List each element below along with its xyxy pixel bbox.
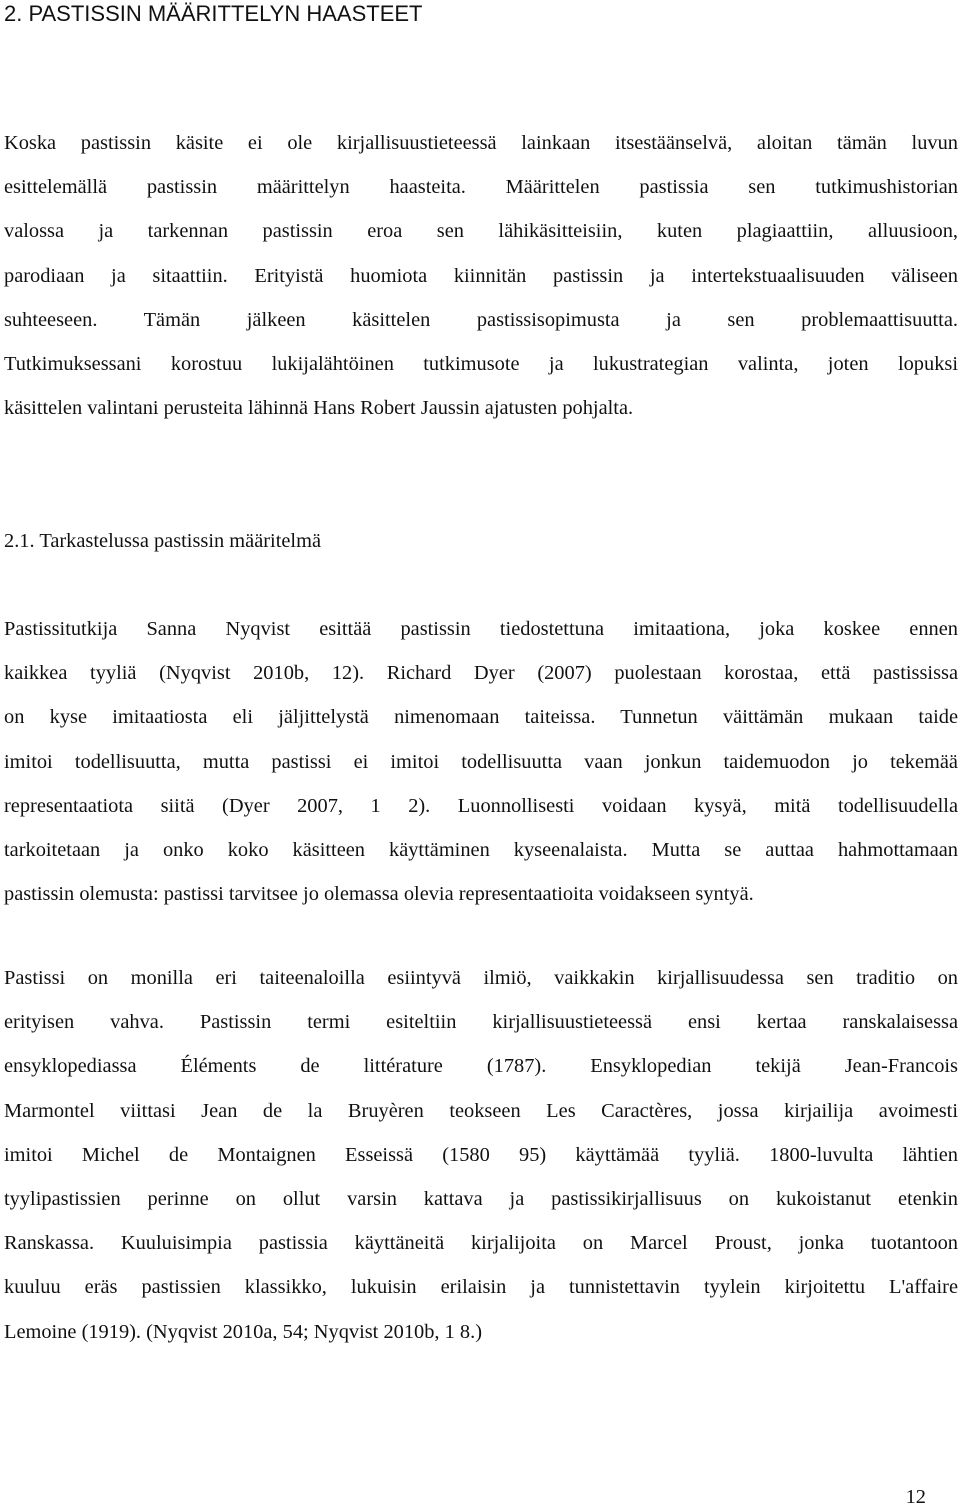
paragraph-line: käsittelen valintani perusteita lähinnä Hans Robert Jaussin ajatusten pohjalta. (4, 397, 634, 420)
paragraph-line: Koska pastissin käsite ei ole kirjallisuustieteessä lainkaan itsestäänselvä, aloitan tämän luvun (4, 132, 958, 154)
paragraph-line: erityisen vahva. Pastissin termi esiteltiin kirjallisuustieteessä ensi kertaa ranskalaisessa (4, 1011, 958, 1034)
paragraph-line: esittelemällä pastissin määrittelyn haasteita. Määrittelen pastissia sen tutkimushistorian (4, 176, 958, 199)
page-number: 12 (905, 1486, 926, 1508)
paragraph-line: Pastissitutkija Sanna Nyqvist esittää pastissin tiedostettuna imitaationa, joka koskee ennen (4, 618, 958, 640)
paragraph-line: on kyse imitaatiosta eli jäljittelystä nimenomaan taiteissa. Tunnetun väittämän mukaan taide (4, 706, 958, 729)
paragraph-line: representaatiota siitä (Dyer 2007, 1 2). Luonnollisesti voidaan kysyä, mitä todellisuudella (4, 794, 958, 817)
paragraph-line: imitoi Michel de Montaignen Esseissä (1580 95) käyttämää tyyliä. 1800-luvulta lähtien (4, 1143, 958, 1166)
chapter-heading: 2. PASTISSIN MÄÄRITTELYN HAASTEET (4, 1, 423, 26)
paragraph-line: Ranskassa. Kuuluisimpia pastissia käyttäneitä kirjalijoita on Marcel Proust, jonka tuotantoon (4, 1232, 958, 1255)
intro-paragraph (4, 121, 958, 430)
paragraph-line: parodiaan ja sitaattiin. Erityistä huomiota kiinnitän pastissin ja intertekstuaalisuuden väliseen (4, 264, 958, 287)
paragraph-line: valossa ja tarkennan pastissin eroa sen lähikäsitteisiin, kuten plagiaattiin, alluusioon, (4, 220, 958, 243)
paragraph-line: imitoi todellisuutta, mutta pastissi ei imitoi todellisuutta vaan jonkun taidemuodon jo tekemää (4, 750, 958, 773)
definition-paragraph (4, 607, 958, 916)
paragraph-line: Pastissi on monilla eri taiteenaloilla esiintyvä ilmiö, vaikkakin kirjallisuudessa sen traditio on (4, 967, 958, 989)
paragraph-line: pastissin olemusta: pastissi tarvitsee jo olemassa olevia representaatioita voidakseen syntyä. (4, 883, 754, 906)
history-paragraph (4, 956, 958, 1354)
paragraph-line: Lemoine (1919). (Nyqvist 2010a, 54; Nyqvist 2010b, 1 8.) (4, 1320, 482, 1343)
paragraph-line: Marmontel viittasi Jean de la Bruyèren teokseen Les Caractères, jossa kirjailija avoimesti (4, 1099, 958, 1122)
paragraph-line: suhteeseen. Tämän jälkeen käsittelen pastissisopimusta ja sen problemaattisuutta. (4, 308, 958, 331)
section-heading: 2.1. Tarkastelussa pastissin määritelmä (4, 530, 322, 552)
paragraph-line: tarkoitetaan ja onko koko käsitteen käyttäminen kyseenalaista. Mutta se auttaa hahmottamaan (4, 839, 958, 862)
paragraph-line: kaikkea tyyliä (Nyqvist 2010b, 12). Richard Dyer (2007) puolestaan korostaa, että pastississa (4, 662, 958, 685)
paragraph-line: Tutkimuksessani korostuu lukijalähtöinen tutkimusote ja lukustrategian valinta, joten lopuksi (4, 353, 958, 376)
paragraph-line: kuuluu eräs pastissien klassikko, lukuisin erilaisin ja tunnistettavin tyylein kirjoitettu L'affaire (4, 1276, 958, 1299)
paragraph-line: ensyklopediassa Éléments de littérature (1787). Ensyklopedian tekijä Jean-Francois (4, 1055, 958, 1078)
paragraph-line: tyylipastissien perinne on ollut varsin kattava ja pastissikirjallisuus on kukoistanut etenkin (4, 1188, 958, 1211)
